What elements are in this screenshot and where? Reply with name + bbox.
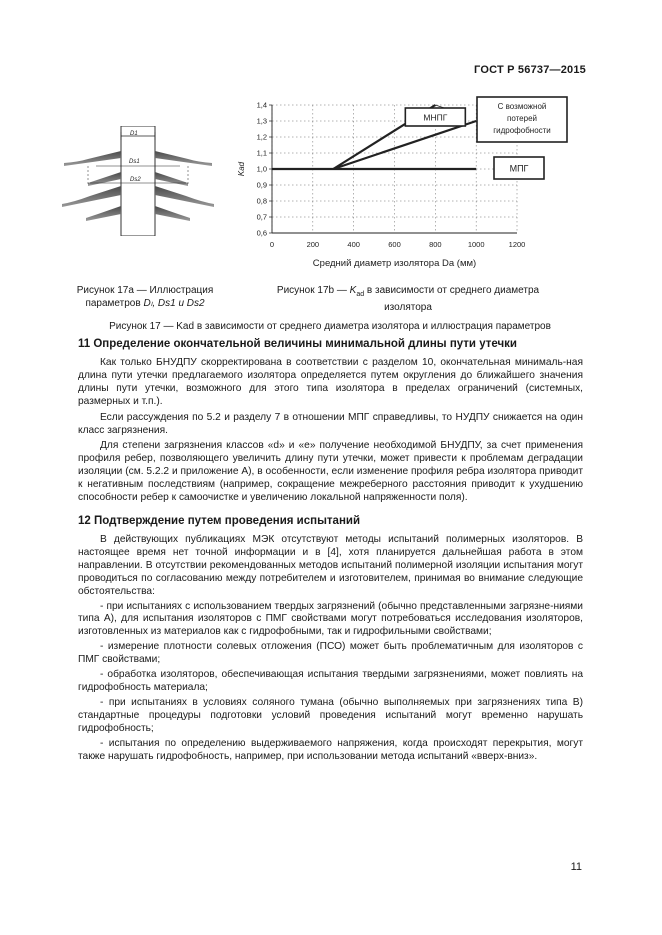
insulator-illustration bbox=[60, 126, 220, 236]
x-tick-label: 200 bbox=[306, 240, 320, 249]
x-tick-label: 1000 bbox=[467, 240, 485, 249]
legend-label-loss-line2: потерей bbox=[507, 114, 537, 123]
x-tick-label: 800 bbox=[429, 240, 442, 249]
x-axis-label: Средний диаметр изолятора Da (мм) bbox=[312, 258, 477, 269]
x-tick-label: 600 bbox=[388, 240, 401, 249]
section-12-title: 12 Подтверждение путем проведения испытаний bbox=[78, 515, 361, 527]
page-number: 11 bbox=[570, 861, 582, 873]
standard-header: ГОСТ Р 56737—2015 bbox=[474, 64, 586, 76]
label-d1: D1 bbox=[130, 131, 138, 137]
section-11 bbox=[78, 338, 583, 505]
y-axis-label: Kad bbox=[237, 161, 246, 177]
caption-figure-17a: Рисунок 17а — Иллюстрация параметров Dₗ, Ds1 и Ds2 bbox=[76, 285, 214, 309]
y-tick-label: 0,8 bbox=[256, 196, 267, 206]
x-tick-label: 0 bbox=[269, 240, 275, 249]
list-item: - при испытаниях в условиях соляного тумана (обычно выполняемых при загрязнениях типа В) стандартные процедуры подготовки условий проведения испытаний могут временно нарушать гидрофобность; bbox=[78, 696, 583, 734]
label-ds2: Ds2 bbox=[130, 177, 141, 183]
list-item: - обработка изоляторов, обеспечивающая испытания твердыми загрязнениями, может повлиять на гидрофобность материала; bbox=[78, 669, 583, 693]
section-11-title: 11 Определение окончательной величины минимальной длины пути утечки bbox=[78, 338, 517, 350]
section-11-paragraph-3: Для степени загрязнения классов «d» и «е» получение необходимой БНУДПУ, за счет применения профиля ребер, позволяющего увеличить длину пути утечки, может привести к проблемам деградации изоляции (см. 5.2.2 и приложение А), в особенности, если изменение профиля ребра изолятора приводит к негативным последствиям (например, сокращение межреберного расстояния приводит к ухудшению способности ребер к самоочистке и увеличению локальной напряженности поля). bbox=[78, 440, 583, 504]
y-tick-label: 1,2 bbox=[256, 132, 267, 142]
x-tick-label: 400 bbox=[347, 240, 360, 249]
y-tick-label: 1,4 bbox=[256, 100, 267, 110]
y-tick-label: 0,9 bbox=[256, 180, 267, 190]
caption-figure-17b: Рисунок 17b — $K_{ad}$ в зависимости от среднего диаметра изолятора bbox=[276, 285, 540, 313]
legend-label-loss-line3: гидрофобности bbox=[493, 126, 551, 135]
section-11-paragraph-2: Если рассуждения по 5.2 и разделу 7 в отношении МПГ справедливы, то НУДПУ снижается на один класс загрязнения. bbox=[78, 411, 583, 436]
list-item: - измерение плотности солевых отложения (ПСО) может быть проблематичным для изоляторов с ПМГ свойствами; bbox=[78, 641, 583, 666]
section-11-paragraph-1: Как только БНУДПУ скорректирована в соответствии с разделом 10, окончательная минималь-ная длина пути утечки предлагаемого изолятора определяется путем округления до ближайшего значения длины пути утечки, возможного для этого типа изолятора в пределах ограничений (системных, размерных и т.п.). bbox=[78, 357, 583, 407]
figure-17-caption: Рисунок 17 — Kad в зависимости от среднего диаметра изолятора и иллюстрация параметров bbox=[109, 321, 551, 332]
series-line-loss-hydrophobicity bbox=[333, 121, 476, 169]
section-12-paragraph-1: В действующих публикациях МЭК отсутствуют методы испытаний полимерных изоляторов. В настоящее время нет точной информации и в [4], хотя планируется дальнейшая работа в этом направлении. В отсутствии рекомендованных методов испытаний полимерной изоляции испытания могут проводиться по согласованию между потребителем и изготовителем, принимая во внимание следующие обстоятельства: bbox=[78, 534, 583, 597]
legend-label-loss-line1: С возможной bbox=[497, 102, 547, 111]
y-tick-label: 1,3 bbox=[256, 116, 267, 126]
y-tick-label: 0,6 bbox=[256, 228, 267, 238]
section-12 bbox=[78, 515, 583, 763]
x-tick-label: 1200 bbox=[508, 240, 526, 249]
list-item: - испытания по определению выдерживаемого напряжения, когда происходят перекрытия, могут также нарушать гидрофобность, например, при использовании метода испытаний «вверх-вниз». bbox=[78, 737, 583, 762]
list-item: - при испытаниях с использованием твердых загрязнений (обычно представленными загрязне-ниями типа А), для испытания изоляторов с ПМГ свойствами могут потребоваться исследования изоляторов, изготовленных из материалов как с гидрофобными, так и гидрофильными свойствами; bbox=[78, 600, 583, 638]
legend-label-mpg: МПГ bbox=[509, 163, 529, 174]
y-tick-label: 1,0 bbox=[256, 164, 267, 174]
kad-chart bbox=[230, 95, 590, 280]
y-tick-label: 1,1 bbox=[256, 148, 267, 158]
legend-label-mnpg: МНПГ bbox=[423, 112, 448, 123]
label-ds1: Ds1 bbox=[129, 159, 140, 165]
y-tick-label: 0,7 bbox=[256, 212, 267, 222]
